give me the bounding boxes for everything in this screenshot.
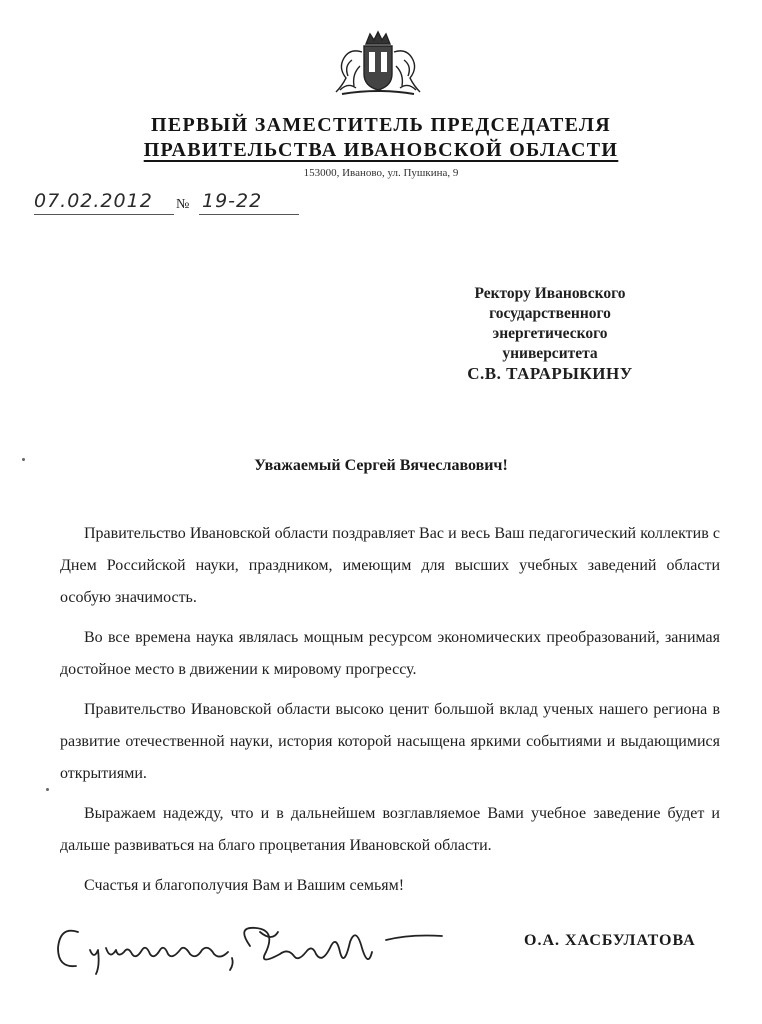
coat-of-arms-icon — [322, 30, 434, 98]
registration-date: 07.02.2012 — [34, 190, 153, 212]
registration-number-label: № — [176, 197, 190, 212]
body-paragraph: Правительство Ивановской области поздравляет Вас и весь Ваш педагогический коллектив с Днем Российской науки, праздником, имеющим для высших учебных заведений области особую значимость. — [60, 525, 720, 606]
handwritten-signature — [50, 912, 490, 982]
addressee-line: университета — [502, 345, 598, 362]
letter-body — [60, 518, 720, 910]
scan-speck — [46, 788, 49, 791]
signer-name: О.А. ХАСБУЛАТОВА — [524, 932, 696, 949]
scan-speck — [22, 458, 25, 461]
addressee-line: Ректору Ивановского — [474, 285, 626, 302]
registration-number: 19-22 — [202, 190, 263, 212]
addressee-line: энергетического — [492, 325, 608, 342]
number-underline — [199, 214, 299, 215]
organization-address: 153000, Иваново, ул. Пушкина, 9 — [303, 167, 459, 179]
organization-title-line2: ПРАВИТЕЛЬСТВА ИВАНОВСКОЙ ОБЛАСТИ — [143, 139, 619, 161]
body-paragraph: Во все времена наука являлась мощным ресурсом экономических преобразований, занимая достойное место в движении к мировому прогрессу. — [60, 629, 720, 678]
body-paragraph: Правительство Ивановской области высоко ценит большой вклад ученых нашего региона в развитие отечественной науки, история которой насыщена яркими событиями и выдающимися открытиями. — [60, 701, 720, 782]
addressee-block — [430, 284, 670, 384]
salutation: Уважаемый Сергей Вячеславович! — [254, 457, 508, 474]
body-paragraph: Счастья и благополучия Вам и Вашим семьям! — [84, 877, 405, 894]
date-underline — [34, 214, 174, 215]
registration-line — [34, 190, 314, 220]
organization-title-line1: ПЕРВЫЙ ЗАМЕСТИТЕЛЬ ПРЕДСЕДАТЕЛЯ — [151, 114, 611, 136]
addressee-line: государственного — [489, 305, 611, 322]
addressee-name: С.В. ТАРАРЫКИНУ — [467, 364, 633, 383]
body-paragraph: Выражаем надежду, что и в дальнейшем возглавляемое Вами учебное заведение будет и дальше развиваться на благо процветания Ивановской области. — [60, 805, 720, 854]
